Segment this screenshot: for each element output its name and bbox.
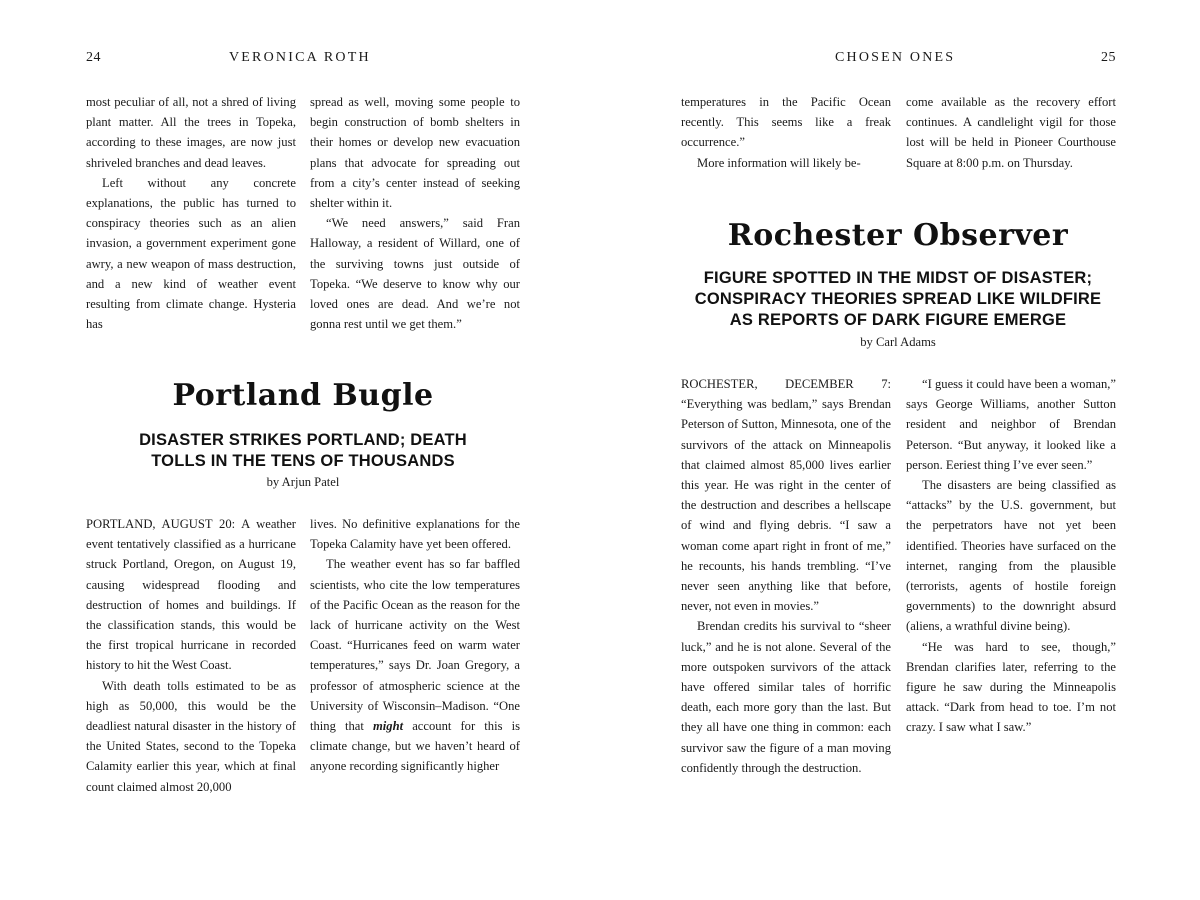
- headline-line: CONSPIRACY THEORIES SPREAD LIKE WILDFIRE: [694, 290, 1102, 308]
- paragraph: Left without any concrete explanations, the public has turned to conspiracy theories such as an alien invasion, a government experiment gone awry, a new weapon of mass destruction, and a new kind of weather event resulting from climate change. Hysteria has: [86, 175, 296, 332]
- paragraph: With death tolls estimated to be as high as 50,000, this would be the deadliest natural disaster in the history of the United States, second to the Topeka Calamity earlier this year, which at final count claimed almost 20,000: [86, 678, 296, 794]
- page-number: 24: [86, 50, 101, 65]
- paragraph: “He was hard to see, though,” Brendan clarifies later, referring to the figure he saw during the Minneapolis attack. “Dark from head to toe. I’m not crazy. I saw what I saw.”: [906, 639, 1116, 735]
- headline-line: DISASTER STRIKES PORTLAND; DEATH: [139, 431, 467, 449]
- right-article-column-1: [681, 374, 891, 778]
- headline: [86, 430, 520, 472]
- paragraph: [310, 554, 520, 776]
- paragraph: The disasters are being classified as “attacks” by the U.S. government, but the perpetrators have not yet been identified. Theories have surfaced on the internet, ranging from the plausible (terrorists, agents of hostile foreign governments) to the downright absurd (aliens, a wrathful divine being).: [906, 478, 1116, 634]
- left-top-column-1: [86, 92, 296, 334]
- running-head: VERONICA ROTH: [229, 50, 371, 65]
- running-head: CHOSEN ONES: [835, 50, 956, 65]
- masthead-rochester-observer: Rochester Observer: [727, 218, 1069, 253]
- right-article-column-2: [906, 374, 1116, 738]
- headline: [666, 268, 1130, 331]
- paragraph: More information will likely be-: [697, 155, 861, 170]
- right-top-column-1: [681, 92, 891, 173]
- paragraph: most peculiar of all, not a shred of living plant matter. All the trees in Topeka, according to these images, are now just shriveled branches and dead leaves.: [86, 95, 296, 170]
- headline-line: TOLLS IN THE TENS OF THOUSANDS: [151, 452, 455, 470]
- left-top-column-2: [310, 92, 520, 334]
- left-article-column-1: [86, 514, 296, 797]
- text-run: account for this is climate change, but we haven’t heard of anyone recording significantly higher: [310, 719, 520, 774]
- paragraph: PORTLAND, AUGUST 20: A weather event tentatively classified as a hurricane struck Portland, Oregon, on August 19, causing widespread flooding and destruction of homes and buildings. If the classification stands, this would be the first tropical hurricane in recorded history to hit the West Coast.: [86, 517, 296, 673]
- emphasis: might: [373, 719, 404, 734]
- paragraph: “We need answers,” said Fran Halloway, a resident of Willard, one of the surviving towns just outside of Topeka. “We deserve to know why our loved ones are dead. And we’re not gonna rest until we get them.”: [310, 216, 520, 332]
- headline-line: FIGURE SPOTTED IN THE MIDST OF DISASTER;: [703, 269, 1093, 287]
- paragraph: temperatures in the Pacific Ocean recently. This seems like a freak occurrence.”: [681, 95, 891, 150]
- right-page: [600, 0, 1200, 900]
- paragraph: lives. No definitive explanations for the Topeka Calamity have yet been offered.: [310, 517, 520, 552]
- right-top-column-2: [906, 92, 1116, 173]
- masthead-portland-bugle: Portland Bugle: [172, 378, 434, 413]
- paragraph: come available as the recovery effort continues. A candlelight vigil for those lost will be held in Pioneer Courthouse Square at 8:00 p.m. on Thursday.: [906, 95, 1116, 170]
- paragraph: ROCHESTER, DECEMBER 7: “Everything was bedlam,” says Brendan Peterson of Sutton, Minnesota, one of the survivors of the attack on Minneapolis that claimed almost 85,000 lives earlier this year. He was right in the center of the destruction and describes a hellscape of wind and flying debris. “I saw a woman come apart right in front of me,” he recounts, his hands trembling. “I’ve never seen anything like that before, never, not even in movies.”: [681, 377, 891, 614]
- paragraph: “I guess it could have been a woman,” says George Williams, another Sutton resident and neighbor of Brendan Peterson. “But anyway, it looked like a person. Eeriest thing I’ve ever seen.”: [906, 377, 1116, 472]
- page-number: 25: [1101, 50, 1116, 65]
- text-run: The weather event has so far baffled scientists, who cite the low temperatures of the Pacific Ocean as the reason for the lack of hurricane activity on the West Coast. “Hurricanes feed on warm water temperatures,” says Dr. Joan Gregory, a professor of atmospheric science at the University of Wisconsin–Madison. “One thing that: [310, 557, 520, 734]
- left-article-column-2: [310, 514, 520, 777]
- paragraph: Brendan credits his survival to “sheer luck,” and he is not alone. Several of the more outspoken survivors of the attack have offered similar tales of horrific death, each more gory than the last. But they all have one thing in common: each survivor saw the figure of a man moving confidently through the destruction.: [681, 619, 891, 775]
- byline: by Arjun Patel: [266, 475, 340, 489]
- headline-line: AS REPORTS OF DARK FIGURE EMERGE: [729, 311, 1067, 329]
- byline: by Carl Adams: [860, 335, 936, 349]
- paragraph: spread as well, moving some people to begin construction of bomb shelters in their homes or develop new evacuation plans that advocate for spreading out from a city’s center instead of seeking shelter within it.: [310, 95, 520, 211]
